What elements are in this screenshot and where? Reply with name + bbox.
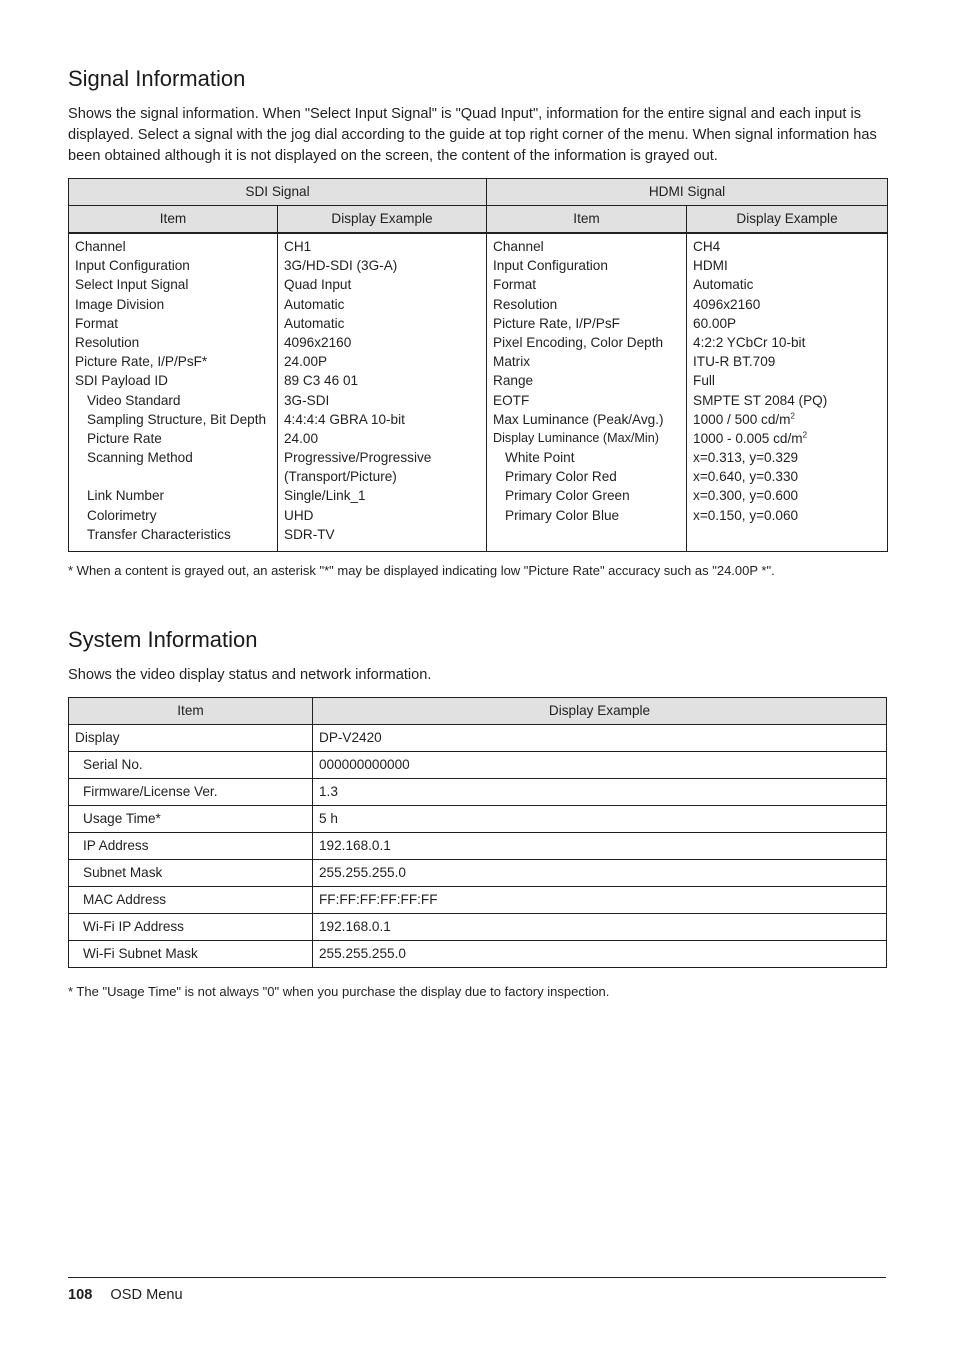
system-table — [68, 697, 887, 968]
list-item: Primary Color Red — [505, 469, 617, 485]
list-item: Resolution — [75, 334, 140, 350]
list-item: Link Number — [87, 488, 165, 504]
list-item: Full — [693, 373, 715, 389]
list-item: x=0.640, y=0.330 — [693, 469, 799, 485]
row-item: IP Address — [69, 833, 313, 860]
list-item: Picture Rate, I/P/PsF* — [75, 354, 208, 370]
row-item: MAC Address — [69, 887, 313, 914]
list-item: 4:4:4:4 GBRA 10-bit — [284, 411, 405, 427]
list-item: SDR-TV — [284, 526, 335, 542]
signal-title: Signal Information — [68, 66, 246, 91]
footer-section: OSD Menu — [110, 1287, 183, 1303]
hdmi-items-cell — [487, 233, 687, 552]
system-example-header: Display Example — [313, 698, 887, 725]
list-item: SMPTE ST 2084 (PQ) — [693, 392, 828, 408]
signal-footnote: * When a content is grayed out, an asterisk "*" may be displayed indicating low "Picture Rate" accuracy such as "24.00P *". — [68, 563, 775, 578]
row-item: Wi-Fi Subnet Mask — [69, 941, 313, 968]
table-row — [69, 833, 887, 860]
list-item — [75, 467, 277, 486]
table-row — [69, 860, 887, 887]
list-item: UHD — [284, 507, 314, 523]
list-item: 60.00P — [693, 315, 737, 331]
list-item: Picture Rate — [87, 430, 162, 446]
list-item: Display Luminance (Max/Min) — [493, 430, 659, 445]
list-item: Resolution — [493, 296, 558, 312]
list-item: Select Input Signal — [75, 277, 189, 293]
hdmi-values-cell — [687, 233, 888, 552]
list-item: Primary Color Green — [505, 488, 630, 504]
row-value: 192.168.0.1 — [313, 833, 887, 860]
list-item: 4096x2160 — [693, 296, 761, 312]
row-value: 5 h — [313, 806, 887, 833]
row-value: FF:FF:FF:FF:FF:FF — [313, 887, 887, 914]
list-item: Max Luminance (Peak/Avg.) — [493, 411, 664, 427]
page-number: 108 — [68, 1287, 93, 1303]
list-item: Scanning Method — [87, 450, 193, 466]
list-item: Primary Color Blue — [505, 507, 620, 523]
table-row — [69, 779, 887, 806]
hdmi-example-header: Display Example — [687, 206, 888, 234]
display-luminance-value: 1000 - 0.005 cd/m — [693, 430, 803, 446]
row-value: 255.255.255.0 — [313, 941, 887, 968]
list-item: 24.00 — [284, 430, 319, 446]
system-description: Shows the video display status and network information. — [68, 667, 432, 683]
row-item: Firmware/License Ver. — [69, 779, 313, 806]
list-item: Format — [75, 315, 119, 331]
row-value: 255.255.255.0 — [313, 860, 887, 887]
table-row — [69, 914, 887, 941]
list-item: 3G-SDI — [284, 392, 330, 408]
row-value: DP-V2420 — [313, 725, 887, 752]
list-item: Quad Input — [284, 277, 352, 293]
hdmi-signal-header: HDMI Signal — [487, 179, 888, 206]
list-item: Input Configuration — [493, 258, 608, 274]
list-item: x=0.300, y=0.600 — [693, 488, 799, 504]
signal-table — [68, 178, 888, 552]
list-item: Range — [493, 373, 534, 389]
list-item: SDI Payload ID — [75, 373, 168, 389]
row-item: Display — [69, 725, 313, 752]
table-row — [69, 887, 887, 914]
sdi-signal-header: SDI Signal — [69, 179, 487, 206]
list-item: Channel — [75, 239, 126, 254]
signal-description: Shows the signal information. When "Select Input Signal" is "Quad Input", information for the entire signal and each input is displayed. Select a signal with the jog dial according to the guide at top right corner of the menu. When signal information has been obtained although it is not displayed on the screen, the content of the information is grayed out. — [68, 106, 877, 164]
table-row — [69, 725, 887, 752]
list-item: 4096x2160 — [284, 334, 352, 350]
footer-divider — [68, 1277, 886, 1278]
list-item: Single/Link_1 — [284, 488, 366, 504]
list-item: Automatic — [693, 277, 754, 293]
table-row — [69, 941, 887, 968]
list-item: EOTF — [493, 392, 530, 408]
footer — [68, 1286, 183, 1304]
list-item: Video Standard — [87, 392, 181, 408]
table-row — [69, 752, 887, 779]
list-item — [693, 410, 887, 429]
list-item: HDMI — [693, 258, 728, 274]
row-value: 192.168.0.1 — [313, 914, 887, 941]
list-item: Input Configuration — [75, 258, 190, 274]
list-item: Automatic — [284, 296, 345, 312]
list-item: CH4 — [693, 239, 721, 254]
list-item: 3G/HD-SDI (3G-A) — [284, 258, 398, 274]
list-item: Colorimetry — [87, 507, 157, 523]
system-title: System Information — [68, 627, 258, 652]
table-row — [69, 806, 887, 833]
list-item: Sampling Structure, Bit Depth — [87, 411, 267, 427]
list-item: ITU-R BT.709 — [693, 354, 776, 370]
sdi-items-cell — [69, 233, 278, 552]
list-item: Channel — [493, 239, 544, 254]
list-item: Pixel Encoding, Color Depth — [493, 334, 664, 350]
list-item — [693, 429, 887, 448]
list-item: (Transport/Picture) — [284, 469, 397, 485]
row-item: Subnet Mask — [69, 860, 313, 887]
list-item: CH1 — [284, 239, 312, 254]
list-item: 4:2:2 YCbCr 10-bit — [693, 334, 806, 350]
list-item: Automatic — [284, 315, 345, 331]
sdi-item-header: Item — [69, 206, 278, 234]
superscript: 2 — [790, 411, 795, 421]
list-item: Transfer Characteristics — [87, 526, 231, 542]
list-item: Progressive/Progressive — [284, 450, 432, 466]
list-item: Picture Rate, I/P/PsF — [493, 315, 620, 331]
list-item: Image Division — [75, 296, 165, 312]
list-item: 89 C3 46 01 — [284, 373, 359, 389]
sdi-example-header: Display Example — [278, 206, 487, 234]
list-item: 24.00P — [284, 354, 328, 370]
row-item: Wi-Fi IP Address — [69, 914, 313, 941]
list-item: Matrix — [493, 354, 531, 370]
hdmi-item-header: Item — [487, 206, 687, 234]
sdi-values-cell — [278, 233, 487, 552]
max-luminance-value: 1000 / 500 cd/m — [693, 411, 791, 427]
row-value: 000000000000 — [313, 752, 887, 779]
superscript: 2 — [802, 430, 808, 440]
list-item: x=0.313, y=0.329 — [693, 450, 799, 466]
system-item-header: Item — [69, 698, 313, 725]
row-value: 1.3 — [313, 779, 887, 806]
system-footnote: * The "Usage Time" is not always "0" when you purchase the display due to factory inspection. — [68, 984, 610, 999]
row-item: Serial No. — [69, 752, 313, 779]
list-item: Format — [493, 277, 537, 293]
row-item: Usage Time* — [69, 806, 313, 833]
list-item: White Point — [505, 450, 575, 466]
list-item: x=0.150, y=0.060 — [693, 507, 799, 523]
